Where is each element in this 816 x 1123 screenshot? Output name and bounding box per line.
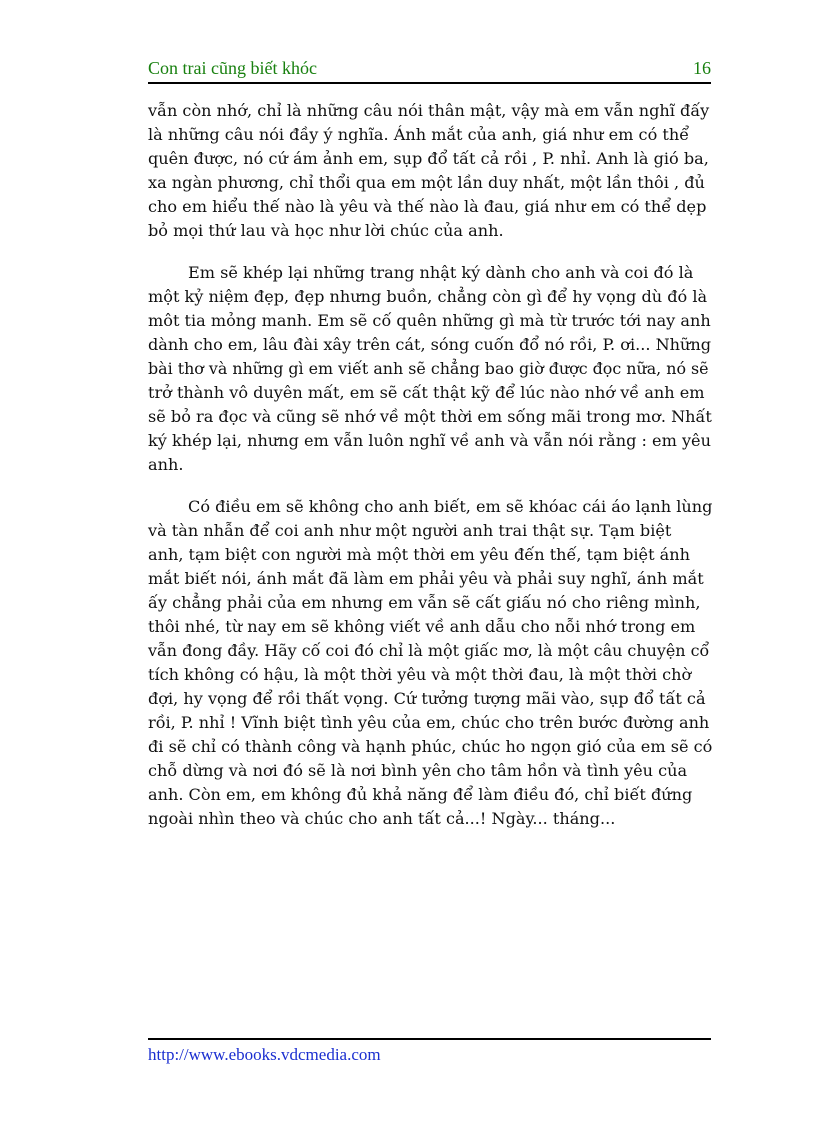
- text-line: bài thơ và những gì em viết anh sẽ chẳng bao giờ được đọc nữa, nó sẽ: [148, 359, 709, 378]
- text-line: và tàn nhẫn để coi anh như một người anh trai thật sự. Tạm biệt: [148, 521, 672, 540]
- text-line: quên được, nó cứ ám ảnh em, sụp đổ tất cả rồi , P. nhỉ. Anh là gió ba,: [148, 149, 709, 168]
- text-line: sẽ bỏ ra đọc và cũng sẽ nhớ về một thời em sống mãi trong mơ. Nhất: [148, 407, 712, 426]
- text-line: cho em hiểu thế nào là yêu và thế nào là đau, giá như em có thể dẹp: [148, 197, 707, 216]
- header-divider: [148, 82, 711, 84]
- text-line: thôi nhé, từ nay em sẽ không viết về anh dẫu cho nỗi nhớ trong em: [148, 617, 696, 636]
- text-line: đi sẽ chỉ có thành công và hạnh phúc, chúc ho ngọn gió của em sẽ có: [148, 737, 713, 756]
- text-line: môt tia mỏng manh. Em sẽ cố quên những gì mà từ trước tới nay anh: [148, 311, 711, 330]
- text-line: ký khép lại, nhưng em vẫn luôn nghĩ về anh và vẫn nói rằng : em yêu: [148, 431, 711, 450]
- paragraph-1: [148, 99, 712, 243]
- text-line: trở thành vô duyên mất, em sẽ cất thật kỹ để lúc nào nhớ về anh em: [148, 383, 705, 402]
- book-title: Con trai cũng biết khóc: [148, 58, 317, 78]
- text-line: một kỷ niệm đẹp, đẹp nhưng buồn, chẳng còn gì để hy vọng dù đó là: [148, 287, 708, 306]
- text-line: mắt biết nói, ánh mắt đã làm em phải yêu và phải suy nghĩ, ánh mắt: [148, 569, 704, 588]
- text-line: ấy chẳng phải của em nhưng em vẫn sẽ cất giấu nó cho riêng mình,: [148, 593, 701, 612]
- page-header: [148, 58, 711, 82]
- text-line: xa ngàn phương, chỉ thổi qua em một lần duy nhất, một lần thôi , đủ: [148, 173, 705, 192]
- text-line: Có điều em sẽ không cho anh biết, em sẽ khóac cái áo lạnh lùng: [188, 497, 713, 516]
- text-line: dành cho em, lâu đài xây trên cát, sóng cuốn đổ nó rồi, P. ơi... Những: [148, 335, 712, 354]
- footer-url-link[interactable]: http://www.ebooks.vdcmedia.com: [148, 1045, 381, 1064]
- text-line: anh. Còn em, em không đủ khả năng để làm điều đó, chỉ biết đứng: [148, 785, 693, 804]
- text-line: là những câu nói đầy ý nghĩa. Ánh mắt của anh, giá như em có thể: [148, 125, 690, 144]
- text-line: ngoài nhìn theo và chúc cho anh tất cả...! Ngày... tháng...: [148, 809, 616, 828]
- text-line: tích không có hậu, là một thời yêu và một thời đau, là một thời chờ: [148, 665, 692, 684]
- text-line: Em sẽ khép lại những trang nhật ký dành cho anh và coi đó là: [188, 263, 694, 282]
- text-line: chỗ dừng và nơi đó sẽ là nơi bình yên cho tâm hồn và tình yêu của: [148, 761, 688, 780]
- text-line: anh.: [148, 455, 184, 474]
- body-text: [148, 99, 712, 849]
- text-line: vẫn đong đầy. Hãy cố coi đó chỉ là một giấc mơ, là một câu chuyện cổ: [148, 641, 710, 660]
- text-line: đợi, hy vọng để rồi thất vọng. Cứ tưởng tượng mãi vào, sụp đổ tất cả: [148, 689, 706, 708]
- page-number: 16: [693, 58, 711, 78]
- text-line: rồi, P. nhỉ ! Vĩnh biệt tình yêu của em, chúc cho trên bước đường anh: [148, 713, 710, 732]
- text-line: anh, tạm biệt con người mà một thời em yêu đến thế, tạm biệt ánh: [148, 545, 690, 564]
- paragraph-2: [148, 261, 712, 477]
- text-line: bỏ mọi thứ lau và học như lời chúc của anh.: [148, 221, 504, 240]
- footer-divider: [148, 1038, 711, 1040]
- text-line: vẫn còn nhớ, chỉ là những câu nói thân mật, vậy mà em vẫn nghĩ đấy: [148, 101, 710, 120]
- paragraph-3: [148, 495, 712, 831]
